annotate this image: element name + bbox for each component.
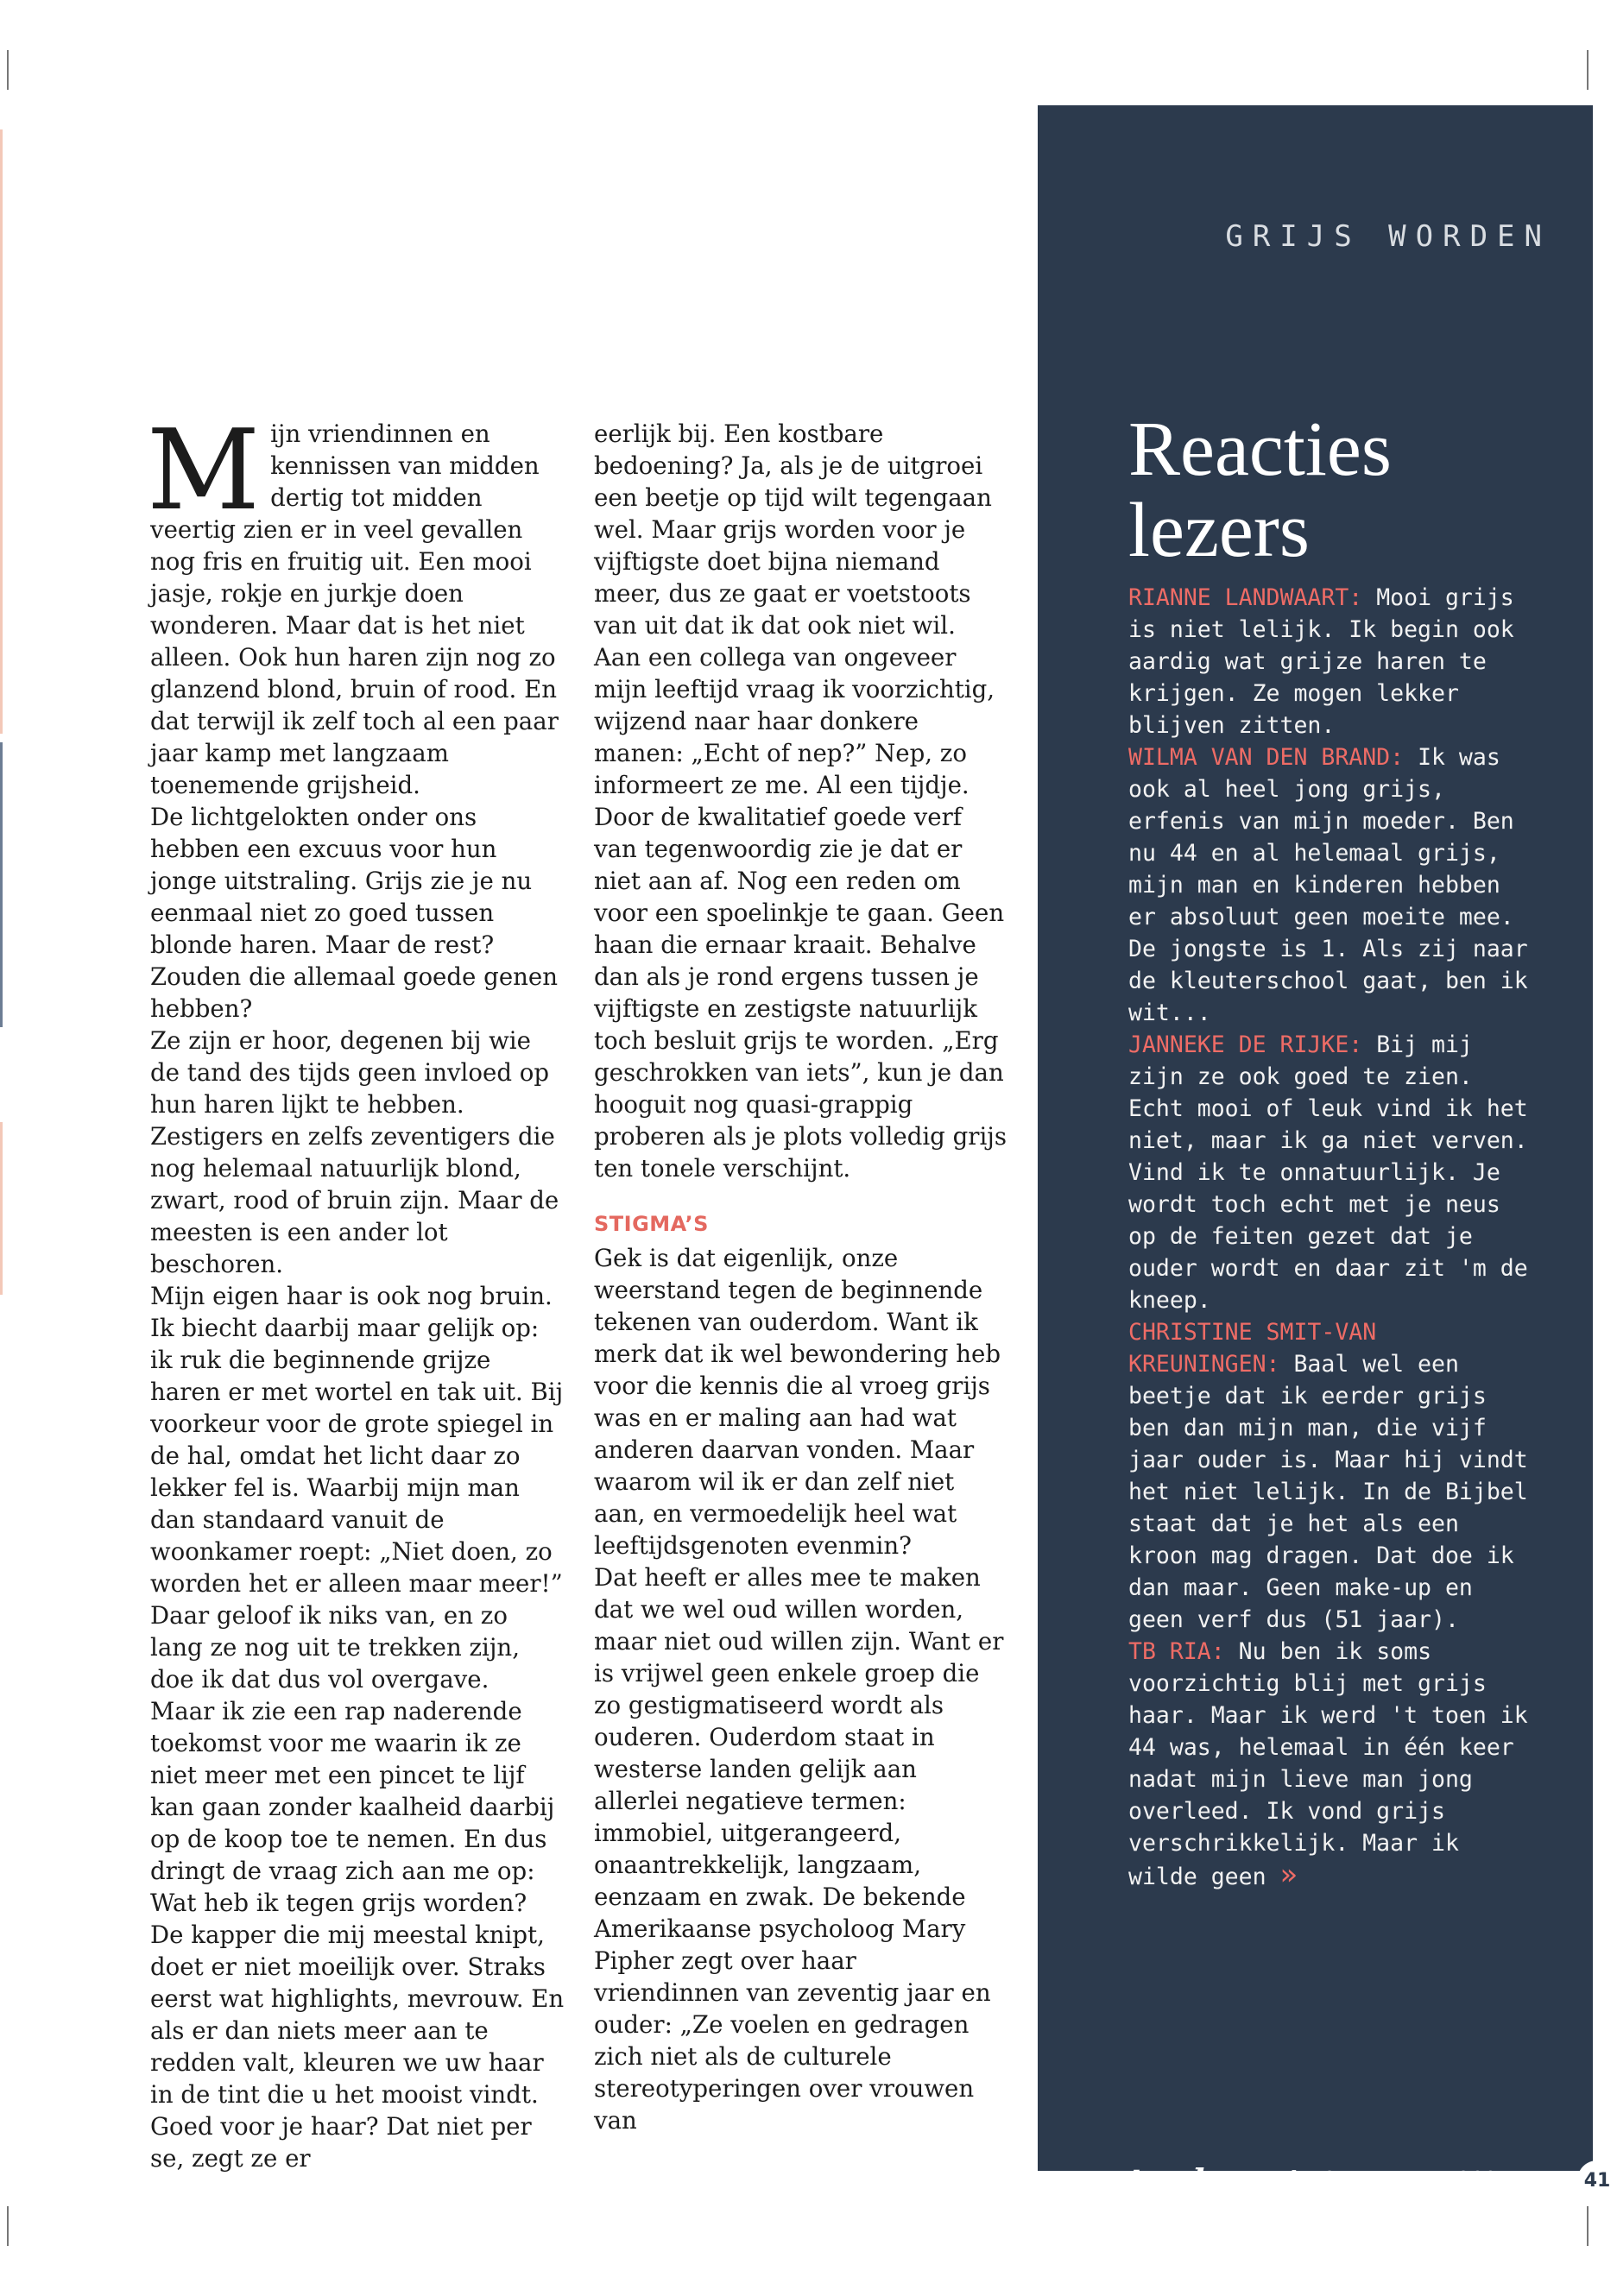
continue-arrow-icon: » [1279,1858,1298,1892]
crop-mark [1587,2206,1589,2246]
crop-mark [7,50,9,90]
reader-name: CHRISTINE SMIT-VAN KREUNINGEN: [1128,1319,1377,1378]
reaction-item: JANNEKE DE RIJKE: Bij mij zijn ze ook goed te zien. Echt mooi of leuk vind ik het niet, maar ik ga niet verven. Vind ik te onnatuurlijk. Je wordt toch echt met je neus op de feiten gezet dat je ouder wordt en daar zit 'm de kneep. [1128,1031,1528,1314]
edge-color-bar [0,129,3,734]
section-subheading: STIGMA’S [594,1212,709,1236]
section-kicker: GRIJS WORDEN [1225,219,1551,254]
crop-mark [1587,50,1589,90]
article-paragraph: Ze zijn er hoor, degenen bij wie de tand des tijds geen invloed op hun haren lijkt te hebben. Zestigers en zelfs zeventigers die nog helemaal natuurlijk blond, zwart, rood of bruin zijn. Maar de meesten is een ander lot beschoren. [150,1026,559,1278]
article-paragraph: Door de kwalitatief goede verf van tegenwoordig zie je dat er niet aan af. Nog een reden om voor een spoelinkje te gaan. Geen haan die ernaar kraait. Behalve dan als je rond ergens tussen je vijftigste en zestigste natuurlijk toch besluit grijs te worden. „Erg geschrokken van iets”, kun je dan hooguit nog quasi-grappig proberen als je plots volledig grijs ten tonele verschijnt. [594,803,1007,1183]
article-paragraph: De lichtgelokten onder ons hebben een excuus voor hun jonge uitstraling. Grijs zie je nu eenmaal niet zo goed tussen blonde haren. Maar de rest? Zouden die allemaal goede genen hebben? [150,803,559,1023]
crop-mark [7,2206,9,2246]
reader-name: TB RIA: [1128,1638,1225,1665]
article-paragraph: De kapper die mij meestal knipt, doet er niet moeilijk over. Straks eerst wat highlights, mevrouw. En als er dan niets meer aan te redden valt, kleuren we uw haar in de tint die u het mooist vindt. Goed voor je haar? Dat niet per se, zegt ze er [150,1921,565,2173]
article-paragraph: Gek is dat eigenlijk, onze weerstand tegen de beginnende tekenen van ouderdom. Want ik merk dat ik wel bewondering heb voor die kennis die al vroeg grijs was en er maling aan had wat anderen daarvan vonden. Maar waarom wil ik er dan zelf niet aan, en vermoedelijk heel wat leeftijdsgenoten evenmin? [594,1244,1001,1560]
magazine-logo: terdege [1128,2160,1270,2200]
reactions-list [1128,582,1534,1893]
article-paragraph: Dat heeft er alles mee te maken dat we wel oud willen worden, maar niet oud willen zijn. Want er is vrijwel geen enkele groep die zo gestigmatiseerd wordt als ouderen. Ouderdom staat in westerse landen gelijk aan allerlei negatieve termen: immobiel, uitgerangeerd, onaantrekkelijk, langzaam, eenzaam en zwak. De bekende Amerikaanse psycholoog Mary Pipher zegt over haar vriendinnen van zeventig jaar en ouder: „Ze voelen en gedragen zich niet als de culturele stereotyperingen over vrouwen van [594,1563,1004,2135]
drop-cap: M [147,407,261,535]
edge-color-bar [0,742,3,1027]
page-number: 41 [1577,2160,1617,2200]
edge-color-bar [0,1122,3,1295]
sidebar-title: Reacties lezers [1128,407,1392,573]
article-paragraph: Mijn vriendinnen en kennissen van midden dertig tot midden veertig zien er in veel gevallen nog fris en fruitig uit. Een mooi jasje, rokje en jurkje doen wonderen. Maar dat is het niet alleen. Ook hun haren zijn nog zo glanzend blond, bruin of rood. En dat terwijl ik zelf toch al een paar jaar kamp met langzaam toenemende grijsheid. [147,407,559,799]
reaction-item: CHRISTINE SMIT-VAN KREUNINGEN: Baal wel een beetje dat ik eerder grijs ben dan mijn man, die vijf jaar ouder is. Maar hij vindt het niet lelijk. In de Bijbel staat dat je het als een kroon mag dragen. Dat doe ik dan maar. Geen make-up en geen verf dus (51 jaar). [1128,1319,1528,1633]
reaction-item: WILMA VAN DEN BRAND: Ik was ook al heel jong grijs, erfenis van mijn moeder. Ben nu 44 en al helemaal grijs, mijn man en kinderen hebben er absoluut geen moeite mee. De jongste is 1. Als zij naar de kleuterschool gaat, ben ik wit... [1128,744,1528,1026]
article-paragraph: Aan een collega van ongeveer mijn leeftijd vraag ik voorzichtig, wijzend naar haar donkere manen: „Echt of nep?” Nep, zo informeert ze me. Al een tijdje. [594,643,995,799]
separator-icon: ✱ [1283,2165,1305,2196]
issue-date: 6 JANUARI 2021 [1322,2167,1512,2193]
article-paragraph: Mijn eigen haar is ook nog bruin. Ik biecht daarbij maar gelijk op: ik ruk die beginnende grijze haren er met wortel en tak uit. Bij voorkeur voor de grote spiegel in de hal, omdat het licht daar zo lekker fel is. Waarbij mijn man dan standaard vanuit de woonkamer roept: „Niet doen, zo worden het er alleen maar meer!” Daar geloof ik niks van, en zo lang ze nog uit te trekken zijn, doe ik dat dus vol overgave. [150,1282,564,1694]
reaction-item: TB RIA: Nu ben ik soms voorzichtig blij met grijs haar. Maar ik werd 't toen ik 44 was, helemaal in één keer nadat mijn lieve man jong overleed. Ik vond grijs verschrikkelijk. Maar ik wilde geen » [1128,1638,1528,1892]
article-paragraph: eerlijk bij. Een kostbare bedoening? Ja, als je de uitgroei een beetje op tijd wilt tegengaan wel. Maar grijs worden voor je vijftigste doet bijna niemand meer, dus ze gaat er voetstoots van uit dat ik dat ook niet wil. [594,419,992,640]
reader-name: WILMA VAN DEN BRAND: [1128,744,1405,771]
article-column-2 [594,418,1008,2136]
reader-name: RIANNE LANDWAART: [1128,584,1363,611]
reader-reactions-sidebar [1038,105,1611,2200]
page-footer [1128,2154,1611,2206]
article-paragraph: Maar ik zie een rap naderende toekomst voor me waarin ik ze niet meer met een pincet te lijf kan gaan zonder kaalheid daarbij op de koop toe te nemen. En dus dringt de vraag zich aan me op: Wat heb ik tegen grijs worden? [150,1697,555,1917]
article-column-1 [147,407,565,2174]
reaction-item: RIANNE LANDWAART: Mooi grijs is niet lelijk. Ik begin ook aardig wat grijze haren te krijgen. Ze mogen lekker blijven zitten. [1128,584,1514,739]
reader-name: JANNEKE DE RIJKE: [1128,1031,1363,1058]
